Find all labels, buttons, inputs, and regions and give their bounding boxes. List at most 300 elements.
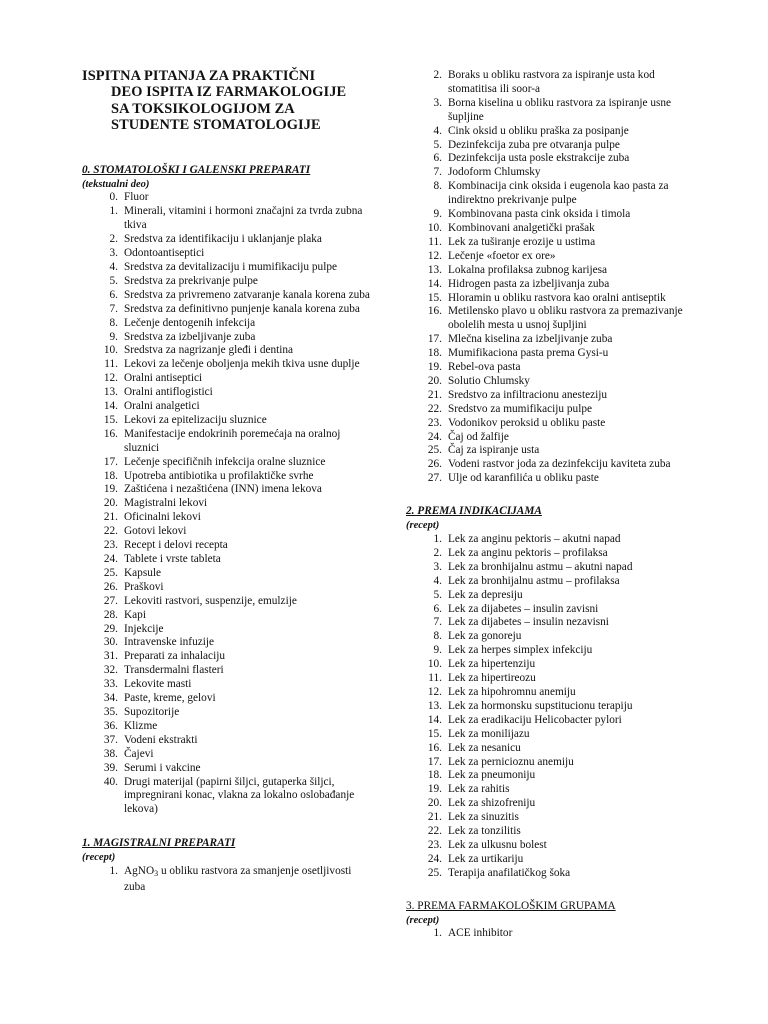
- list-item-number: 21.: [427, 811, 442, 824]
- list-item-number: 9.: [109, 330, 118, 343]
- section-0-list: [82, 191, 372, 817]
- list-item: [82, 865, 372, 895]
- list-item: [406, 589, 706, 603]
- list-item-number: 19.: [427, 783, 442, 796]
- section-2-heading: 2. PREMA INDIKACIJAMA: [406, 505, 542, 518]
- list-item: [82, 539, 372, 553]
- list-item-text: Rebel-ova pasta: [448, 361, 521, 374]
- list-item: [82, 776, 372, 818]
- list-item-number: 5.: [109, 274, 118, 287]
- list-item: [406, 686, 706, 700]
- list-item-text: Mumifikaciona pasta prema Gysi-u: [448, 347, 609, 360]
- list-item-text: AgNO$_3$ u obliku rastvora za smanjenje osetljivosti zuba: [124, 865, 352, 893]
- list-item-text: Lek za shizofreniju: [448, 797, 536, 810]
- list-item: [82, 525, 372, 539]
- list-item-text: Klizme: [124, 719, 158, 732]
- list-item-text: Lek za ulkusnu bolest: [448, 838, 547, 851]
- list-item-number: 22.: [103, 525, 118, 538]
- list-item: [406, 839, 706, 853]
- list-item-number: 38.: [103, 747, 118, 760]
- list-item-text: Lekovi za lečenje oboljenja mekih tkiva usne duplje: [124, 358, 360, 371]
- list-item: [82, 511, 372, 525]
- list-item-number: 15.: [103, 413, 118, 426]
- section-2-subheading: (recept): [406, 520, 440, 532]
- list-item-number: 40.: [103, 775, 118, 788]
- list-item: [406, 236, 706, 250]
- list-item: [406, 533, 706, 547]
- list-item: [82, 483, 372, 497]
- list-item: [82, 372, 372, 386]
- list-item: [406, 208, 706, 222]
- list-item-number: 4.: [433, 574, 442, 587]
- list-item-text: Čaj od žalfije: [448, 430, 509, 443]
- list-item-number: 2.: [433, 69, 442, 81]
- list-item-number: 13.: [427, 263, 442, 276]
- list-item-number: 23.: [103, 539, 118, 552]
- list-item-number: 6.: [433, 152, 442, 165]
- list-item-number: 5.: [433, 138, 442, 151]
- list-item-text: Vodeni rastvor joda za dezinfekciju kaviteta zuba: [448, 458, 671, 471]
- list-item: [406, 927, 706, 941]
- list-item: [82, 456, 372, 470]
- list-item-text: Metilensko plavo u obliku rastvora za premazivanje obolelih mesta u usnoj šupljini: [448, 305, 683, 332]
- list-item-text: Čajevi: [124, 747, 154, 760]
- list-item-text: Oralni antiflogistici: [124, 386, 213, 399]
- list-item-text: Sredstva za identifikaciju i uklanjanje plaka: [124, 233, 322, 246]
- list-item: [406, 783, 706, 797]
- list-item: [82, 317, 372, 331]
- list-item-text: Borna kiselina u obliku rastvora za ispiranje usne šupljine: [448, 96, 672, 123]
- list-item-text: Boraks u obliku rastvora za ispiranje usta kod stomatitisa ili soor-a: [448, 69, 655, 95]
- list-item-text: Kombinacija cink oksida i eugenola kao pasta za indirektno prekrivanje pulpe: [448, 180, 669, 207]
- list-item-number: 1.: [109, 205, 118, 218]
- list-item-number: 9.: [433, 644, 442, 657]
- list-item-text: Lek za herpes simplex infekciju: [448, 644, 593, 657]
- list-item-number: 12.: [427, 685, 442, 698]
- list-item-text: Lekovite masti: [124, 678, 192, 691]
- list-item-number: 20.: [427, 797, 442, 810]
- list-item-number: 14.: [103, 400, 118, 413]
- list-item: [82, 303, 372, 317]
- list-item-text: Čaj za ispiranje usta: [448, 444, 540, 457]
- list-item-text: Sredstva za nagrizanje gleđi i dentina: [124, 344, 294, 357]
- list-item-text: Lekovi za epitelizaciju sluznice: [124, 413, 267, 426]
- list-item-text: Sredstva za devitalizaciju i mumifikaciju pulpe: [124, 260, 338, 273]
- list-item: [406, 180, 706, 208]
- list-item-text: Lečenje specifičnih infekcija oralne sluznice: [124, 455, 326, 468]
- list-item-text: Lek za bronhijalnu astmu – profilaksa: [448, 574, 620, 587]
- list-item-text: Transdermalni flasteri: [124, 664, 224, 677]
- list-item: [82, 567, 372, 581]
- right-column: [406, 69, 706, 941]
- list-item: [82, 386, 372, 400]
- list-item-text: Lek za dijabetes – insulin zavisni: [448, 602, 599, 615]
- list-item: [82, 692, 372, 706]
- list-item-text: ACE inhibitor: [448, 927, 513, 940]
- list-item: [406, 417, 706, 431]
- section-1: [82, 837, 372, 895]
- section-0-heading: 0. STOMATOLOŠKI I GALENSKI PREPARATI: [82, 163, 311, 176]
- list-item-number: 8.: [433, 180, 442, 193]
- list-item-text: Sredstva za izbeljivanje zuba: [124, 330, 256, 343]
- list-item-text: Drugi materijal (papirni šiljci, gutaperka šiljci, impregnirani konac, vlakna za lokalno oslobađanje lekova): [124, 775, 355, 816]
- list-item-number: 0.: [109, 191, 118, 204]
- list-item-text: Paste, kreme, gelovi: [124, 692, 216, 705]
- list-item-text: Minerali, vitamini i hormoni značajni za tvrda zubna tkiva: [124, 205, 363, 232]
- list-item: [82, 609, 372, 623]
- list-item-number: 4.: [109, 260, 118, 273]
- list-item-text: Injekcije: [124, 622, 164, 635]
- list-item-text: Lek za dijabetes – insulin nezavisni: [448, 616, 609, 629]
- list-item-number: 21.: [427, 388, 442, 401]
- list-item: [406, 472, 706, 486]
- document-title: [82, 68, 372, 134]
- section-3: [406, 900, 706, 942]
- list-item-number: 34.: [103, 692, 118, 705]
- list-item-text: Preparati za inhalaciju: [124, 650, 225, 663]
- section-1-list-continued: [406, 69, 706, 486]
- list-item: [406, 97, 706, 125]
- list-item-number: 7.: [433, 166, 442, 179]
- list-item: [82, 414, 372, 428]
- list-item-text: Lek za eradikaciju Helicobacter pylori: [448, 713, 622, 726]
- list-item-number: 20.: [427, 374, 442, 387]
- list-item-number: 17.: [427, 333, 442, 346]
- list-item-text: Recept i delovi recepta: [124, 539, 228, 552]
- list-item-number: 19.: [103, 483, 118, 496]
- list-item-number: 10.: [103, 344, 118, 357]
- list-item-text: Dezinfekcija zuba pre otvaranja pulpe: [448, 138, 620, 151]
- list-item: [406, 458, 706, 472]
- section-0: [82, 164, 372, 818]
- list-item: [82, 720, 372, 734]
- list-item-number: 9.: [433, 208, 442, 221]
- list-item-text: Lek za gonoreju: [448, 630, 522, 643]
- list-item-text: Mlečna kiselina za izbeljivanje zuba: [448, 333, 613, 346]
- list-item-number: 1.: [433, 533, 442, 545]
- list-item: [406, 222, 706, 236]
- list-item-text: Fluor: [124, 191, 149, 204]
- list-item-number: 25.: [103, 566, 118, 579]
- list-item-number: 27.: [103, 594, 118, 607]
- list-item-text: Lek za hipertenziju: [448, 658, 536, 671]
- list-item: [82, 636, 372, 650]
- list-item-number: 8.: [433, 630, 442, 643]
- list-item-number: 3.: [109, 247, 118, 260]
- list-item-text: Cink oksid u obliku praška za posipanje: [448, 124, 629, 137]
- list-item-text: Sredstvo za mumifikaciju pulpe: [448, 402, 593, 415]
- list-item-number: 36.: [103, 719, 118, 732]
- list-item: [82, 664, 372, 678]
- list-item-number: 14.: [427, 713, 442, 726]
- list-item-number: 24.: [427, 430, 442, 443]
- list-item: [406, 644, 706, 658]
- list-item: [406, 305, 706, 333]
- list-item-text: Kapi: [124, 608, 146, 621]
- list-item-text: Terapija anafilatičkog šoka: [448, 866, 571, 879]
- list-item-number: 32.: [103, 664, 118, 677]
- list-item: [82, 261, 372, 275]
- list-item-text: Vodeni ekstrakti: [124, 733, 198, 746]
- list-item: [82, 275, 372, 289]
- list-item-number: 16.: [427, 305, 442, 318]
- list-item: [406, 547, 706, 561]
- title-line-1: ISPITNA PITANJA ZA PRAKTIČNI: [82, 68, 316, 84]
- list-item: [82, 233, 372, 247]
- list-item: [406, 672, 706, 686]
- list-item: [406, 616, 706, 630]
- list-item: [406, 403, 706, 417]
- list-item-text: Lečenje dentogenih infekcija: [124, 316, 256, 329]
- list-item-number: 25.: [427, 444, 442, 457]
- section-1-list-start: [82, 865, 372, 895]
- list-item-text: Hidrogen pasta za izbeljivanja zuba: [448, 277, 610, 290]
- list-item-text: Lek za rahitis: [448, 783, 510, 796]
- list-item-text: Manifestacije endokrinih poremećaja na oralnoj sluznici: [124, 427, 341, 454]
- section-2: [406, 505, 706, 880]
- list-item-text: Solutio Chlumsky: [448, 374, 530, 387]
- list-item-text: Kombinovani analgetički prašak: [448, 221, 595, 234]
- list-item: [406, 811, 706, 825]
- list-item-text: Sredstva za definitivno punjenje kanala korena zuba: [124, 302, 360, 315]
- list-item-text: Lek za pneumoniju: [448, 769, 536, 782]
- list-item: [82, 331, 372, 345]
- list-item: [406, 361, 706, 375]
- list-item-number: 12.: [103, 372, 118, 385]
- list-item-number: 11.: [428, 672, 442, 685]
- list-item-text: Sredstva za prekrivanje pulpe: [124, 274, 258, 287]
- list-item-number: 18.: [103, 469, 118, 482]
- section-1-heading: 1. MAGISTRALNI PREPARATI: [82, 837, 236, 850]
- list-item-number: 3.: [433, 560, 442, 573]
- list-item-number: 11.: [104, 358, 118, 371]
- list-item-text: Odontoantiseptici: [124, 247, 205, 260]
- list-item-text: Zaštićena i nezaštićena (INN) imena lekova: [124, 483, 322, 496]
- list-item-number: 2.: [109, 233, 118, 246]
- list-item-text: Intravenske infuzije: [124, 636, 215, 649]
- list-item: [406, 630, 706, 644]
- list-item-number: 14.: [427, 277, 442, 290]
- list-item-number: 13.: [103, 386, 118, 399]
- list-item-text: Ulje od karanfilića u obliku paste: [448, 472, 599, 485]
- list-item-number: 24.: [427, 852, 442, 865]
- list-item-number: 26.: [103, 580, 118, 593]
- list-item-number: 19.: [427, 361, 442, 374]
- list-item: [406, 347, 706, 361]
- list-item: [82, 553, 372, 567]
- list-item-number: 15.: [427, 727, 442, 740]
- list-item-number: 35.: [103, 705, 118, 718]
- list-item-number: 30.: [103, 636, 118, 649]
- list-item-text: Serumi i vakcine: [124, 761, 201, 774]
- list-item-text: Lek za anginu pektoris – profilaksa: [448, 546, 608, 559]
- list-item: [406, 797, 706, 811]
- list-item: [406, 125, 706, 139]
- list-item: [406, 575, 706, 589]
- list-item-number: 28.: [103, 608, 118, 621]
- list-item-number: 18.: [427, 769, 442, 782]
- list-item-text: Lek za depresiju: [448, 588, 523, 601]
- list-item-text: Dezinfekcija usta posle ekstrakcije zuba: [448, 152, 630, 165]
- list-item: [82, 581, 372, 595]
- list-item-text: Lek za monilijazu: [448, 727, 530, 740]
- list-item-number: 11.: [428, 235, 442, 248]
- list-item-number: 10.: [427, 221, 442, 234]
- list-item-number: 22.: [427, 825, 442, 838]
- list-item-number: 27.: [427, 472, 442, 485]
- list-item-number: 2.: [433, 546, 442, 559]
- section-3-subheading: (recept): [406, 914, 440, 926]
- section-0-subheading: (tekstualni deo): [82, 178, 150, 190]
- list-item-number: 18.: [427, 347, 442, 360]
- list-item: [82, 344, 372, 358]
- section-2-list: [406, 533, 706, 881]
- list-item-text: Vodonikov peroksid u obliku paste: [448, 416, 606, 429]
- list-item: [406, 431, 706, 445]
- list-item-text: Praškovi: [124, 580, 164, 593]
- list-item: [82, 650, 372, 664]
- list-item-text: Kombinovana pasta cink oksida i timola: [448, 208, 631, 221]
- list-item-number: 7.: [109, 302, 118, 315]
- list-item: [406, 769, 706, 783]
- list-item-number: 25.: [427, 866, 442, 879]
- list-item: [82, 358, 372, 372]
- section-3-list: [406, 927, 706, 941]
- list-item: [406, 700, 706, 714]
- list-item-number: 13.: [427, 699, 442, 712]
- list-item-number: 5.: [433, 588, 442, 601]
- list-item-number: 4.: [433, 124, 442, 137]
- list-item: [82, 623, 372, 637]
- list-item-text: Lek za hormonsku supstitucionu terapiju: [448, 699, 633, 712]
- list-item: [406, 292, 706, 306]
- list-item-text: Hloramin u obliku rastvora kao oralni antiseptik: [448, 291, 666, 304]
- list-item-number: 1.: [433, 927, 442, 940]
- title-line-4: STUDENTE STOMATOLOGIJE: [111, 117, 321, 134]
- left-column: [82, 68, 372, 895]
- list-item: [406, 867, 706, 881]
- list-item: [406, 152, 706, 166]
- list-item-text: Lek za sinuzitis: [448, 811, 519, 824]
- list-item-number: 3.: [433, 96, 442, 109]
- list-item-text: Lek za hipertireozu: [448, 672, 536, 685]
- list-item-text: Oralni antiseptici: [124, 372, 203, 385]
- list-item-number: 12.: [427, 249, 442, 262]
- list-item: [406, 444, 706, 458]
- list-item-number: 31.: [103, 650, 118, 663]
- list-item-text: Lek za nesanicu: [448, 741, 521, 754]
- list-item-text: Lek za urtikariju: [448, 852, 524, 865]
- list-item-number: 23.: [427, 838, 442, 851]
- list-item: [406, 825, 706, 839]
- list-item: [406, 853, 706, 867]
- list-item-text: Tablete i vrste tableta: [124, 553, 221, 565]
- list-item: [82, 734, 372, 748]
- list-item-text: Lek za tuširanje erozije u ustima: [448, 235, 596, 248]
- list-item-text: Sredstvo za infiltracionu anesteziju: [448, 388, 608, 401]
- list-item-text: Supozitorije: [124, 705, 180, 718]
- list-item: [406, 756, 706, 770]
- list-item-number: 6.: [433, 602, 442, 615]
- list-item-number: 29.: [103, 622, 118, 635]
- list-item-text: Lek za pernicioznu anemiju: [448, 755, 574, 768]
- list-item-number: 21.: [103, 511, 118, 524]
- list-item: [82, 191, 372, 205]
- list-item-text: Lekoviti rastvori, suspenzije, emulzije: [124, 594, 297, 607]
- list-item-text: Sredstva za privremeno zatvaranje kanala korena zuba: [124, 288, 370, 301]
- list-item-number: 23.: [427, 416, 442, 429]
- list-item: [406, 603, 706, 617]
- list-item-number: 10.: [427, 658, 442, 671]
- list-item-text: Lek za tonzilitis: [448, 825, 521, 838]
- list-item: [82, 247, 372, 261]
- list-item: [406, 139, 706, 153]
- list-item: [82, 706, 372, 720]
- list-item-number: 24.: [103, 553, 118, 565]
- list-item-number: 39.: [103, 761, 118, 774]
- list-item-text: Gotovi lekovi: [124, 525, 187, 538]
- list-item: [406, 375, 706, 389]
- list-item-text: Kapsule: [124, 566, 162, 579]
- list-item-text: Upotreba antibiotika u profilaktičke svrhe: [124, 469, 314, 482]
- list-item-number: 8.: [109, 316, 118, 329]
- list-item: [82, 762, 372, 776]
- list-item: [406, 728, 706, 742]
- list-item-number: 20.: [103, 497, 118, 510]
- list-item-number: 33.: [103, 678, 118, 691]
- list-item-text: Lek za bronhijalnu astmu – akutni napad: [448, 560, 633, 573]
- list-item-text: Lečenje «foetor ex ore»: [448, 249, 556, 262]
- list-item-number: 37.: [103, 733, 118, 746]
- list-item: [406, 658, 706, 672]
- list-item: [406, 264, 706, 278]
- list-item-number: 22.: [427, 402, 442, 415]
- list-item-number: 6.: [109, 288, 118, 301]
- section-3-heading: 3. PREMA FARMAKOLOŠKIM GRUPAMA: [406, 899, 616, 912]
- list-item: [82, 678, 372, 692]
- list-item: [406, 166, 706, 180]
- list-item: [82, 748, 372, 762]
- list-item-number: 16.: [427, 741, 442, 754]
- list-item-text: Oficinalni lekovi: [124, 511, 201, 524]
- list-item: [406, 278, 706, 292]
- list-item-text: Lokalna profilaksa zubnog karijesa: [448, 263, 608, 276]
- list-item: [82, 428, 372, 456]
- list-item-number: 17.: [427, 755, 442, 768]
- list-item-text: Jodoform Chlumsky: [448, 166, 541, 179]
- list-item: [82, 497, 372, 511]
- list-item-number: 17.: [103, 455, 118, 468]
- list-item: [82, 400, 372, 414]
- list-item: [82, 470, 372, 484]
- list-item-number: 26.: [427, 458, 442, 471]
- list-item: [82, 595, 372, 609]
- list-item: [406, 389, 706, 403]
- list-item-number: 7.: [433, 616, 442, 629]
- list-item: [406, 250, 706, 264]
- section-1-subheading: (recept): [82, 852, 116, 864]
- list-item-text: Lek za hipohromnu anemiju: [448, 685, 576, 698]
- list-item-text: Lek za anginu pektoris – akutni napad: [448, 533, 621, 545]
- list-item-number: 15.: [427, 291, 442, 304]
- list-item-text: Magistralni lekovi: [124, 497, 208, 510]
- list-item: [82, 289, 372, 303]
- list-item: [406, 333, 706, 347]
- title-line-3: SA TOKSIKOLOGIJOM ZA: [111, 100, 295, 117]
- list-item: [406, 69, 706, 97]
- title-line-2: DEO ISPITA IZ FARMAKOLOGIJE: [111, 84, 347, 101]
- list-item-text: Oralni analgetici: [124, 400, 200, 413]
